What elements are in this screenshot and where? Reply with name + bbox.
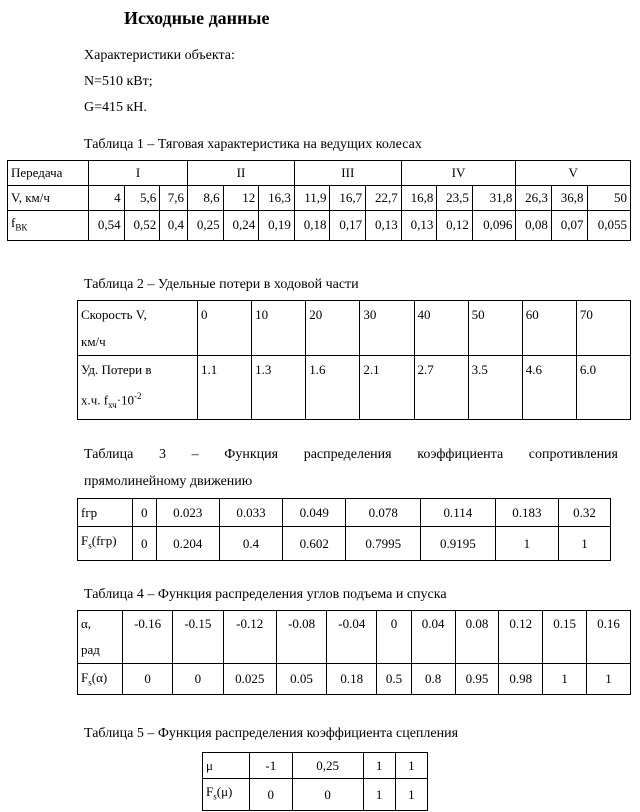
table1-f-cell: 0,17 bbox=[330, 211, 366, 241]
table2-losses bbox=[77, 300, 631, 420]
table3-F-cell: 0.204 bbox=[156, 527, 219, 561]
table3-f-cell: 0.033 bbox=[219, 499, 282, 527]
table4-F-cell: 0.8 bbox=[411, 664, 455, 695]
table1-f-cell: 0,08 bbox=[516, 211, 552, 241]
table2-loss-subscript: хч bbox=[108, 399, 117, 410]
table4-F-argument: (α) bbox=[91, 670, 108, 686]
table2-speed-cell: 10 bbox=[252, 301, 306, 356]
table2-speed-cell: 0 bbox=[198, 301, 252, 356]
table5-F-cell: 0 bbox=[250, 779, 293, 811]
table3-f-cell: 0.078 bbox=[346, 499, 421, 527]
table1-gear: III bbox=[294, 161, 401, 186]
table5-F-label bbox=[203, 779, 250, 811]
table3-F-cell: 1 bbox=[495, 527, 558, 561]
table5-mu-cell: 1 bbox=[363, 753, 395, 779]
table1-speed-cell: 5,6 bbox=[124, 186, 160, 211]
table2-loss-row bbox=[78, 356, 631, 420]
table4-alpha-cell: 0.04 bbox=[411, 611, 455, 664]
table1-f-cell: 0,25 bbox=[188, 211, 224, 241]
object-power: N=510 кВт; bbox=[84, 74, 153, 89]
table4-F-cell: 0.5 bbox=[377, 664, 411, 695]
table1-f-cell: 0,096 bbox=[472, 211, 515, 241]
table1-f-cell: 0,52 bbox=[124, 211, 160, 241]
table2-loss-cell: 1.1 bbox=[198, 356, 252, 420]
table1-f-cell: 0,13 bbox=[366, 211, 402, 241]
table1-speed-cell: 8,6 bbox=[188, 186, 224, 211]
table3-F-argument: (fгр) bbox=[91, 533, 117, 548]
table1-speed-cell: 16,3 bbox=[259, 186, 295, 211]
table2-speed-cell: 60 bbox=[522, 301, 576, 356]
table3-resistance bbox=[77, 498, 611, 561]
table5-mu-cell: -1 bbox=[250, 753, 293, 779]
table5-mu-cell: 0,25 bbox=[292, 753, 363, 779]
table3-F-cell: 1 bbox=[558, 527, 610, 561]
table4-alpha-label-line1: α, bbox=[81, 616, 92, 631]
table4-alpha-cell: 0.16 bbox=[587, 611, 631, 664]
table2-speed-cell: 70 bbox=[576, 301, 630, 356]
table4-F-cell: 0 bbox=[123, 664, 173, 695]
table1-caption: Таблица 1 – Тяговая характеристика на ведущих колесах bbox=[84, 137, 422, 152]
table4-F-cell: 1 bbox=[587, 664, 631, 695]
table4-alpha-cell: -0.08 bbox=[276, 611, 326, 664]
table4-F-subscript: s bbox=[88, 677, 92, 688]
table4-alpha-cell: 0.12 bbox=[499, 611, 543, 664]
table1-f-cell: 0,24 bbox=[223, 211, 259, 241]
table1-speed-cell: 23,5 bbox=[437, 186, 473, 211]
table1-speed-cell: 4 bbox=[89, 186, 125, 211]
table4-slopes bbox=[77, 610, 631, 695]
table2-speed-label-line2: км/ч bbox=[81, 334, 106, 349]
object-weight: G=415 кН. bbox=[84, 100, 147, 115]
table2-loss-factor: ·10 bbox=[116, 392, 135, 408]
table1-gear: IV bbox=[401, 161, 516, 186]
table1-gear: II bbox=[188, 161, 295, 186]
table4-alpha-cell: -0.15 bbox=[173, 611, 223, 664]
table4-alpha-row bbox=[78, 611, 631, 664]
table4-F-cell: 1 bbox=[543, 664, 587, 695]
table4-F-cell: 0.95 bbox=[455, 664, 499, 695]
table3-F-cell: 0.602 bbox=[283, 527, 346, 561]
table3-f-cell: 0.32 bbox=[558, 499, 610, 527]
table1-speed-cell: 7,6 bbox=[160, 186, 188, 211]
table1-f-cell: 0,54 bbox=[89, 211, 125, 241]
table2-loss-cell: 1.6 bbox=[306, 356, 360, 420]
table4-F-cell: 0.18 bbox=[327, 664, 377, 695]
table2-caption: Таблица 2 – Удельные потери в ходовой части bbox=[84, 277, 359, 292]
table2-loss-label bbox=[78, 356, 198, 420]
table2-loss-cell: 2.7 bbox=[414, 356, 468, 420]
table1-speed-cell: 36,8 bbox=[551, 186, 587, 211]
table2-loss-cell: 6.0 bbox=[576, 356, 630, 420]
table1-f-cell: 0,07 bbox=[551, 211, 587, 241]
table1-f-cell: 0,18 bbox=[294, 211, 330, 241]
table4-alpha-cell: 0.08 bbox=[455, 611, 499, 664]
table1-speed-label: V, км/ч bbox=[8, 186, 89, 211]
table2-loss-cell: 4.6 bbox=[522, 356, 576, 420]
table4-F-symbol: F bbox=[81, 670, 89, 686]
table2-loss-label-line1: Уд. Потери в bbox=[81, 362, 152, 377]
table4-alpha-cell: 0 bbox=[377, 611, 411, 664]
table3-F-subscript: s bbox=[88, 540, 92, 551]
table3-caption-line2: прямолинейному движению bbox=[84, 474, 253, 489]
table5-mu-row bbox=[203, 753, 428, 779]
table2-loss-label-line2: х.ч. f bbox=[81, 392, 109, 408]
table4-alpha-cell: -0.12 bbox=[223, 611, 276, 664]
table2-speed-cell: 40 bbox=[414, 301, 468, 356]
table3-f-row bbox=[78, 499, 611, 527]
table1-speed-cell: 50 bbox=[587, 186, 630, 211]
table2-speed-cell: 50 bbox=[468, 301, 522, 356]
table1-gear-label: Передача bbox=[8, 161, 89, 186]
table5-F-cell: 0 bbox=[292, 779, 363, 811]
object-heading: Характеристики объекта: bbox=[84, 48, 235, 63]
table4-F-row bbox=[78, 664, 631, 695]
table1-f-cell: 0,19 bbox=[259, 211, 295, 241]
table4-F-cell: 0.05 bbox=[276, 664, 326, 695]
table2-loss-cell: 2.1 bbox=[360, 356, 414, 420]
table1-gear-row bbox=[8, 161, 631, 186]
table2-speed-cell: 30 bbox=[360, 301, 414, 356]
page-title: Исходные данные bbox=[124, 8, 270, 28]
table1-gear: I bbox=[89, 161, 188, 186]
table2-speed-label-line1: Скорость V, bbox=[81, 307, 147, 322]
table1-f-symbol: f bbox=[11, 215, 16, 230]
table5-adhesion bbox=[202, 752, 428, 811]
table5-mu-label: μ bbox=[203, 753, 250, 779]
table3-f-cell: 0 bbox=[133, 499, 157, 527]
table1-f-cell: 0,12 bbox=[437, 211, 473, 241]
table1-speed-cell: 31,8 bbox=[472, 186, 515, 211]
table4-alpha-label bbox=[78, 611, 123, 664]
table1-speed-cell: 22,7 bbox=[366, 186, 402, 211]
table4-alpha-label-line2: рад bbox=[81, 642, 100, 657]
table3-F-symbol: F bbox=[81, 533, 89, 548]
table2-loss-cell: 3.5 bbox=[468, 356, 522, 420]
table5-caption: Таблица 5 – Функция распределения коэффициента сцепления bbox=[84, 726, 459, 741]
table5-F-argument: (μ) bbox=[216, 784, 233, 799]
table3-f-cell: 0.049 bbox=[283, 499, 346, 527]
table4-F-cell: 0 bbox=[173, 664, 223, 695]
table5-mu-cell: 1 bbox=[395, 753, 427, 779]
table1-f-cell: 0,055 bbox=[587, 211, 630, 241]
table1-traction bbox=[7, 160, 631, 241]
table4-F-cell: 0.025 bbox=[223, 664, 276, 695]
table3-f-cell: 0.023 bbox=[156, 499, 219, 527]
table2-loss-exponent: -2 bbox=[134, 391, 142, 401]
table1-speed-cell: 16,7 bbox=[330, 186, 366, 211]
table5-F-row bbox=[203, 779, 428, 811]
table1-speed-row bbox=[8, 186, 631, 211]
table1-f-cell: 0,4 bbox=[160, 211, 188, 241]
table3-f-label: fгр bbox=[78, 499, 133, 527]
table1-gear: V bbox=[516, 161, 631, 186]
table1-f-row bbox=[8, 211, 631, 241]
table3-F-cell: 0.4 bbox=[219, 527, 282, 561]
table4-alpha-cell: -0.04 bbox=[327, 611, 377, 664]
table3-F-cell: 0.7995 bbox=[346, 527, 421, 561]
table2-speed-cell: 20 bbox=[306, 301, 360, 356]
table1-speed-cell: 12 bbox=[223, 186, 259, 211]
table5-F-subscript: s bbox=[213, 791, 217, 802]
table3-F-cell: 0.9195 bbox=[421, 527, 496, 561]
table1-f-cell: 0,13 bbox=[401, 211, 437, 241]
table5-F-cell: 1 bbox=[395, 779, 427, 811]
table1-f-subscript: ВК bbox=[15, 222, 28, 233]
table5-F-cell: 1 bbox=[363, 779, 395, 811]
table3-F-label bbox=[78, 527, 133, 561]
table3-f-cell: 0.114 bbox=[421, 499, 496, 527]
table1-speed-cell: 11,9 bbox=[294, 186, 330, 211]
table1-f-label bbox=[8, 211, 89, 241]
table4-alpha-cell: 0.15 bbox=[543, 611, 587, 664]
table5-F-symbol: F bbox=[206, 784, 214, 799]
table2-loss-cell: 1.3 bbox=[252, 356, 306, 420]
table3-f-cell: 0.183 bbox=[495, 499, 558, 527]
table4-F-cell: 0.98 bbox=[499, 664, 543, 695]
table2-speed-label bbox=[78, 301, 198, 356]
table2-speed-row bbox=[78, 301, 631, 356]
table4-caption: Таблица 4 – Функция распределения углов подъема и спуска bbox=[84, 587, 447, 602]
table4-alpha-cell: -0.16 bbox=[123, 611, 173, 664]
table1-speed-cell: 26,3 bbox=[516, 186, 552, 211]
table1-speed-cell: 16,8 bbox=[401, 186, 437, 211]
table3-F-row bbox=[78, 527, 611, 561]
table3-F-cell: 0 bbox=[133, 527, 157, 561]
table4-F-label bbox=[78, 664, 123, 695]
table3-caption-line1: Таблица 3 – Функция распределения коэффициента сопротивления bbox=[84, 447, 618, 462]
